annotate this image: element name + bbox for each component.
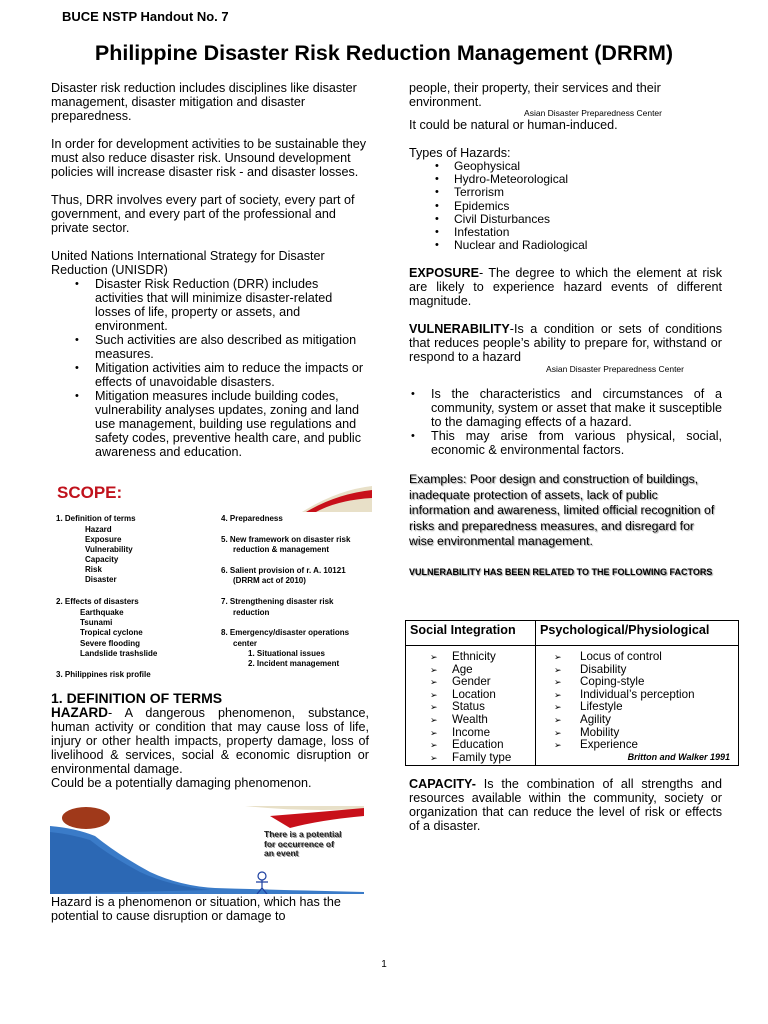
table-header-social: Social Integration [406,621,536,646]
list-item: ➢ Income [406,727,535,740]
list-item: ➢ Locus of control [536,651,738,664]
list-item: • Disaster Risk Reduction (DRR) includes activities that will minimize disaster-related losses of life, property or assets, and environment. [73,277,369,333]
sustainability-paragraph: In order for development activities to be sustainable they must also reduce disaster risk. Unsound development policies will increase disaster risk - and disaster losses. [51,137,367,179]
list-item: ➢ Age [406,664,535,677]
list-item: ➢ Location [406,689,535,702]
list-item: • Mitigation activities aim to reduce the impacts or effects of unavoidable disasters. [73,361,369,389]
vulnerability-list [409,387,722,457]
capacity-term: CAPACITY- [409,777,476,791]
examples-text: Examples: Poor design and construction of buildings, inadequate protection of assets, lack of public information and awareness, limited official recognition of risks and preparedness measures, and disregard for wise environmental management. [409,472,715,549]
list-item: • Nuclear and Radiological [409,239,722,252]
list-item: ➢ Status [406,701,535,714]
scope-slide [50,484,372,680]
list-item: ➢ Lifestyle [536,701,738,714]
hazard-illustration [50,806,364,894]
exposure-term: EXPOSURE [409,266,479,281]
scope-effect: Tsunami [80,618,113,627]
list-item: ➢ Coping-style [536,676,738,689]
scope-item-7: 7. Strengthening disaster risk [221,597,334,606]
psych-list [536,651,738,752]
list-item: ➢ Individual’s perception [536,689,738,702]
list-item: ➢ Disability [536,664,738,677]
hazard-term: HAZARD [51,705,108,720]
scope-effect: Tropical cyclone [80,628,143,637]
exposure-text: - The degree to which the element at risk are likely to experience hazard events of different magnitude. [409,266,722,309]
scope-title: SCOPE: [57,484,123,502]
list-item: ➢ Ethnicity [406,651,535,664]
natural-text: It could be natural or human-induced. [409,118,618,132]
red-swoosh-icon [302,484,372,512]
list-item: ➢ Wealth [406,714,535,727]
list-item: • Civil Disturbances [409,213,722,226]
scope-term: Disaster [85,575,117,584]
intro-paragraph: Disaster risk reduction includes disciplines like disaster management, disaster mitigation and disaster preparedness. [51,81,357,123]
handout-label: BUCE NSTP Handout No. 7 [62,9,229,24]
left-column [51,81,369,459]
list-item: • Mitigation measures include building codes, vulnerability analyses updates, zoning and land use management, building use regulations and safety codes, preventive health care, and public awareness and education. [73,389,369,459]
list-item: ➢ Agility [536,714,738,727]
drr-paragraph: Thus, DRR involves every part of society, every part of government, and every part of the professional and private sector. [51,193,355,235]
social-list [406,651,535,764]
capacity-text: Is the combination of all strengths and resources available within the community, society or organization that can reduce the level of risk or effects of a disaster. [409,777,722,833]
table-citation: Britton and Walker 1991 [627,751,730,762]
list-item: • This may arise from various physical, social, economic & environmental factors. [409,429,722,457]
scope-sub-1: 1. Situational issues [248,649,325,658]
list-item: • Is the characteristics and circumstances of a community, system or asset that make it susceptible to the damaging effects of a hazard. [409,387,722,429]
scope-term: Vulnerability [85,545,133,554]
vulnerability-text: -Is a condition or sets of conditions that reduces people’s ability to prepare for, withstand or respond to a hazard [409,322,722,365]
list-item: • Terrorism [409,186,722,199]
exposure-definition [409,266,722,308]
scope-item-8: 8. Emergency/disaster operations [221,628,350,637]
social-cell [406,646,536,766]
table-header-psych: Psychological/Physiological [536,621,739,646]
list-item: ➢ Experience [536,739,738,752]
list-item: • Geophysical [409,160,722,173]
vulnerability-factors-table [405,620,739,766]
hazard-image-caption: There is a potential for occurrence of an event [264,829,342,858]
definitions-section [51,691,369,790]
capacity-definition [409,777,722,833]
scope-item-6b: (DRRM act of 2010) [233,576,306,585]
scope-item-4: 4. Preparedness [221,514,283,523]
source-citation: Asian Disaster Preparedness Center [546,364,684,375]
hazard-definition [51,706,369,776]
unisdr-list [73,277,369,459]
hazard-text: - A dangerous phenomenon, substance, human activity or condition that may cause loss of life, injury or other health impacts, property damage, loss of livelihood & services, social & economic disruption or environmental damage. [51,706,369,776]
list-item: • Infestation [409,226,722,239]
hazard-extra: Could be a potentially damaging phenomenon. [51,776,312,790]
vulnerability-term: VULNERABILITY [409,322,510,337]
right-column [409,81,722,579]
vulnerability-factors-heading: VULNERABILITY HAS BEEN RELATED TO THE FOLLOWING FACTORS [409,566,713,577]
hazard-continuation: people, their property, their services and their environment. [409,81,661,109]
scope-effect: Landslide trashslide [80,649,158,658]
list-item: • Such activities are also described as mitigation measures. [73,333,369,361]
list-item: ➢ Education [406,739,535,752]
hazard-tail: Hazard is a phenomenon or situation, which has the potential to cause disruption or damage to [51,895,341,923]
scope-item-1: 1. Definition of terms [56,514,136,523]
scope-term: Capacity [85,555,119,564]
scope-term: Hazard [85,525,112,534]
hazard-types-list [409,160,722,252]
list-item: ➢ Gender [406,676,535,689]
hazard-tail-section [51,895,369,923]
psych-cell [536,646,739,766]
vulnerability-definition [409,322,722,364]
scope-term: Exposure [85,535,122,544]
unisdr-heading: United Nations International Strategy for Disaster Reduction (UNISDR) [51,249,325,277]
list-item: ➢ Mobility [536,727,738,740]
scope-item-7b: reduction [233,608,270,617]
definitions-heading: 1. DEFINITION OF TERMS [51,690,223,706]
scope-item-5b: reduction & management [233,545,330,554]
scope-item-8b: center [233,639,258,648]
scope-item-2: 2. Effects of disasters [56,597,139,606]
source-citation: Asian Disaster Preparedness Center [524,108,662,118]
list-item: • Epidemics [409,200,722,213]
scope-effect: Earthquake [80,608,124,617]
types-heading: Types of Hazards: [409,146,511,160]
list-item: ➢ Family type [406,752,535,765]
page-title: Philippine Disaster Risk Reduction Management (DRRM) [94,41,674,65]
scope-effect: Severe flooding [80,639,141,648]
scope-item-3: 3. Philippines risk profile [56,670,151,679]
scope-term: Risk [85,565,102,574]
page-number: 1 [381,959,387,970]
scope-item-6: 6. Salient provision of r. A. 10121 [221,566,346,575]
scope-sub-2: 2. Incident management [248,659,340,668]
scope-item-5: 5. New framework on disaster risk [221,535,351,544]
list-item: • Hydro-Meteorological [409,173,722,186]
